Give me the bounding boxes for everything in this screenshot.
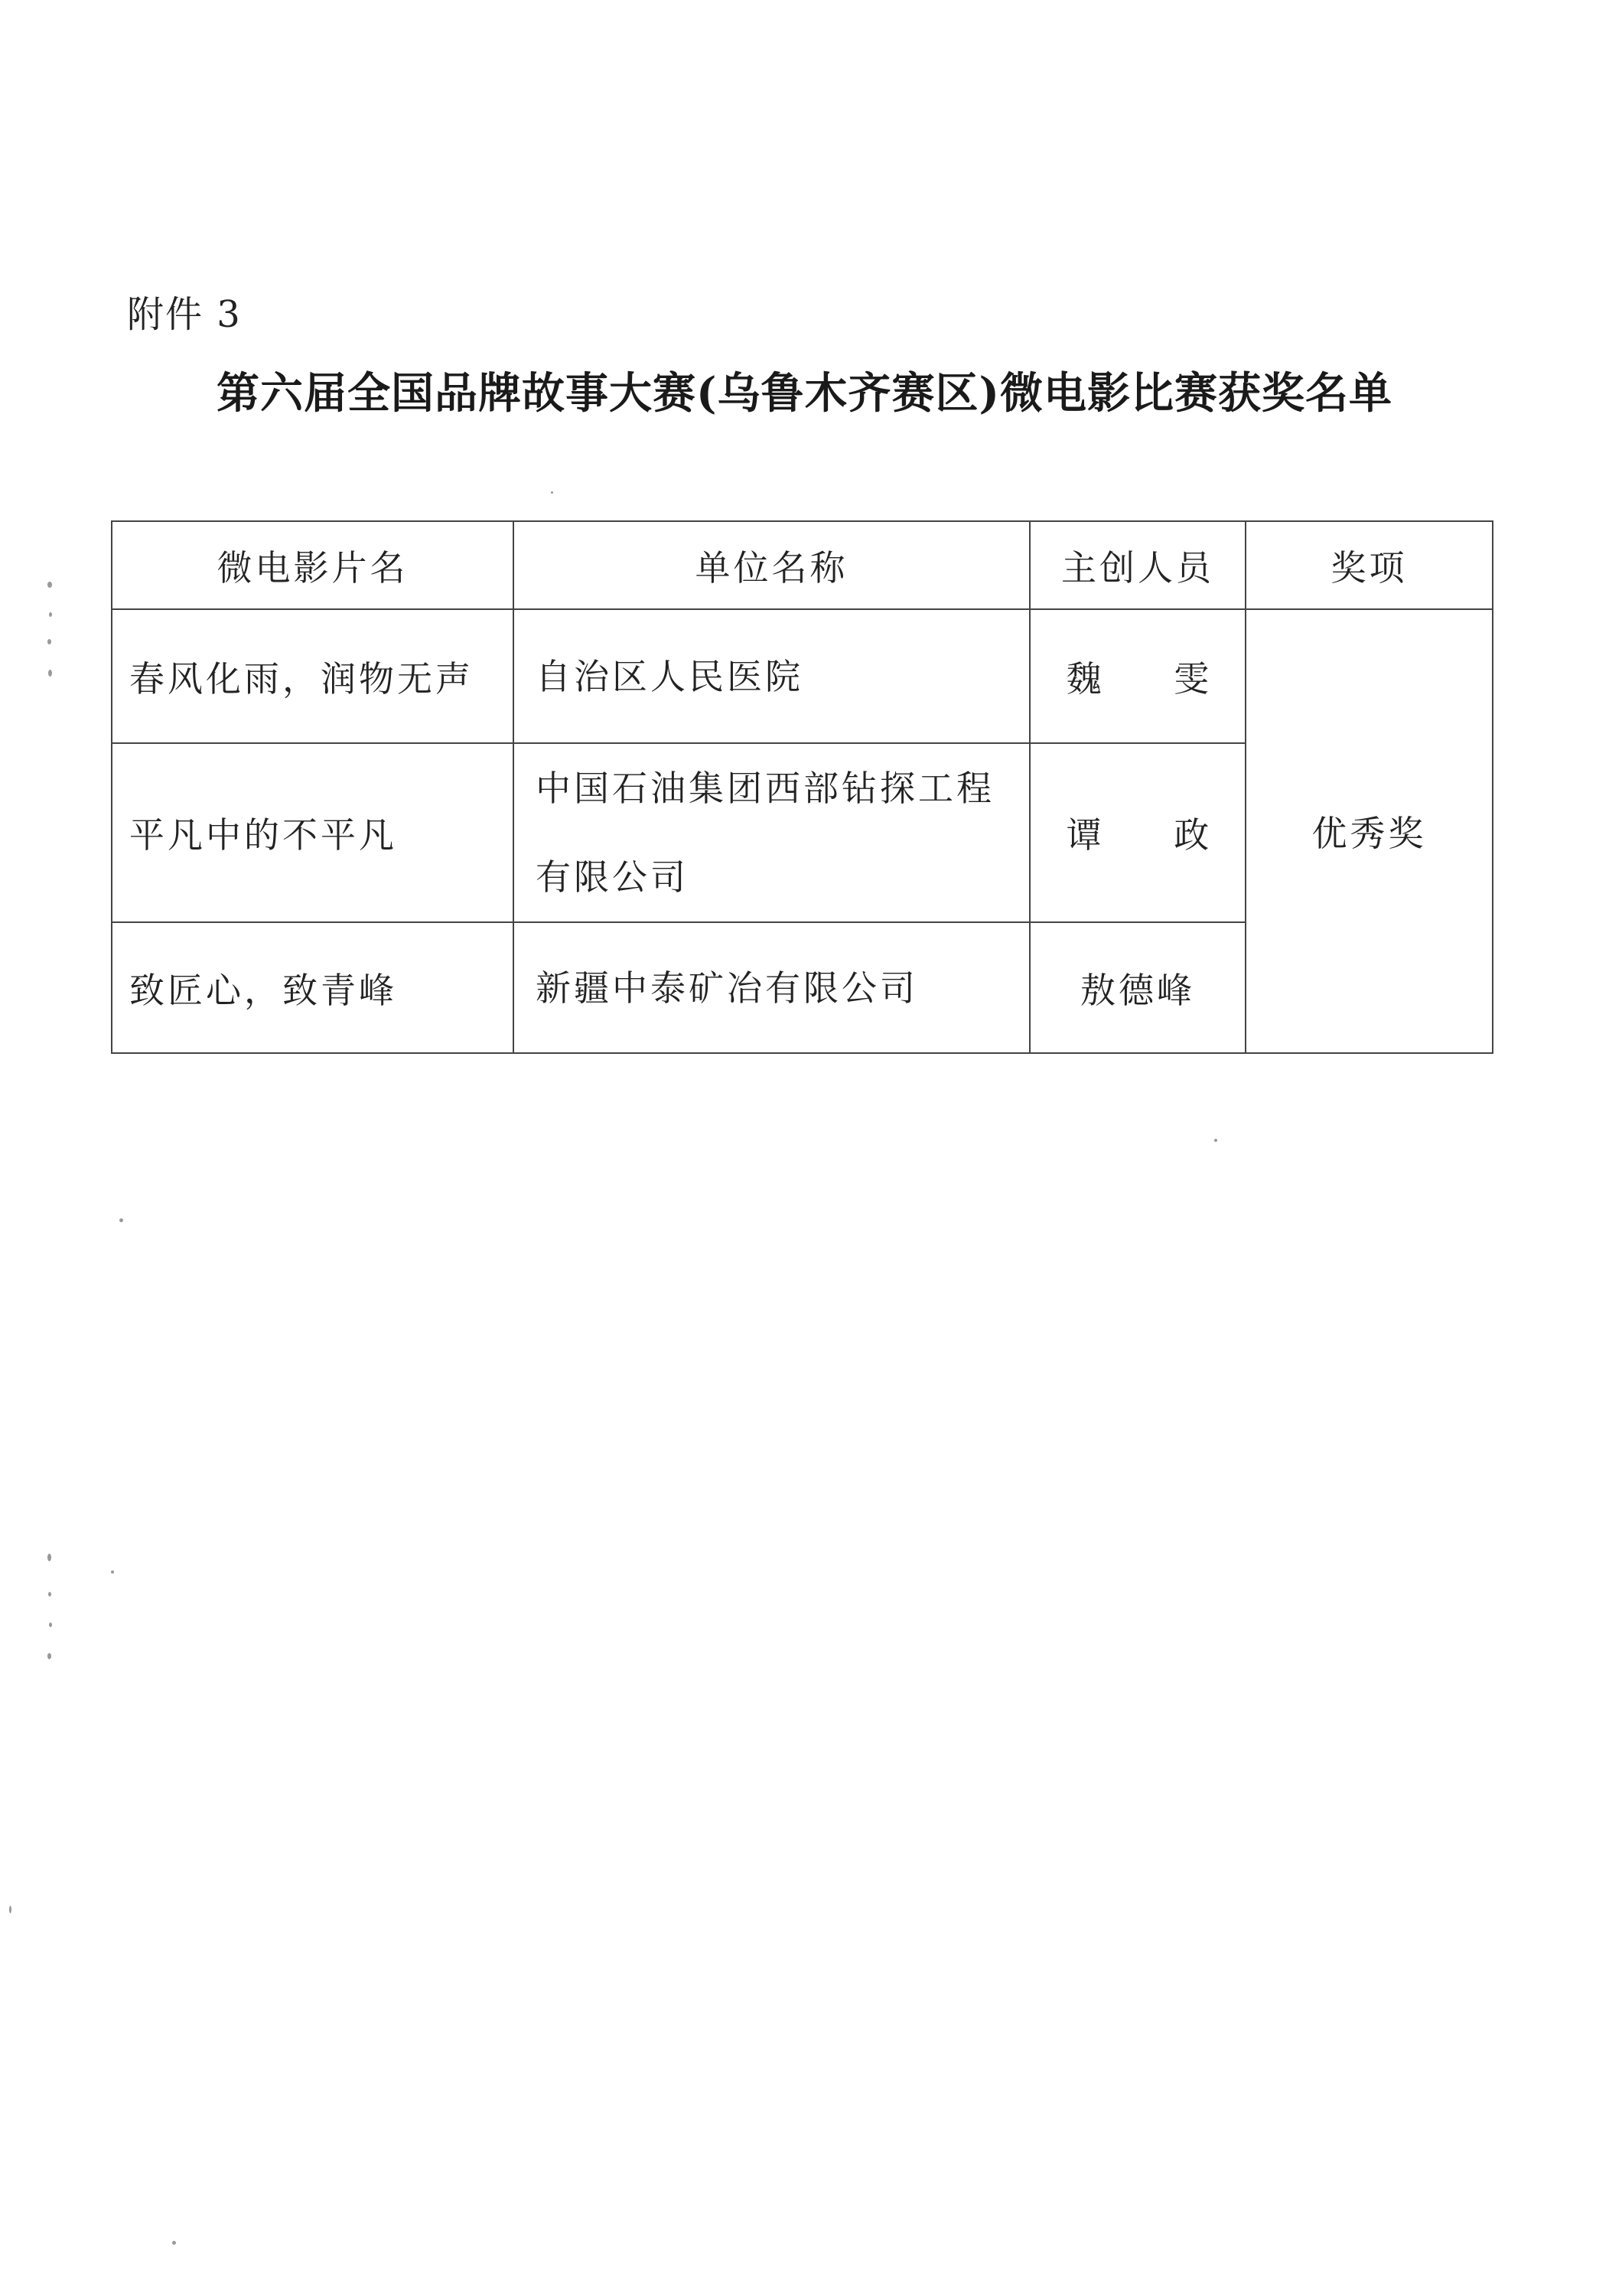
header-award: 奖项	[1246, 521, 1493, 609]
document-title: 第六届全国品牌故事大赛(乌鲁木齐赛区)微电影比赛获奖名单	[217, 368, 1392, 419]
unit-name-cell: 新疆中泰矿冶有限公司	[513, 922, 1030, 1053]
scan-speck	[49, 612, 52, 617]
scan-speck	[9, 1906, 11, 1913]
header-creator: 主创人员	[1030, 521, 1246, 609]
film-title-cell: 致匠心，致青峰	[112, 922, 513, 1053]
award-cell: 优秀奖	[1246, 609, 1493, 1053]
creator-cell: 敖德峰	[1030, 922, 1246, 1053]
scan-speck	[111, 1570, 114, 1574]
attachment-label: 附件 3	[127, 293, 242, 336]
scan-speck	[47, 639, 51, 644]
scan-speck	[47, 1554, 51, 1561]
scan-speck	[47, 1653, 51, 1659]
table-header-row	[112, 521, 1493, 609]
creator-name: 谭 政	[1066, 814, 1240, 856]
unit-name-cell: 中国石油集团西部钻探工程有限公司	[513, 743, 1030, 922]
scan-speck	[48, 1592, 51, 1596]
film-title-cell: 春风化雨，润物无声	[112, 609, 513, 743]
scan-speck	[551, 491, 553, 494]
scan-speck	[48, 670, 52, 677]
creator-name: 魏 雯	[1066, 657, 1240, 700]
scan-speck	[1214, 1139, 1217, 1142]
film-title-cell: 平凡中的不平凡	[112, 743, 513, 922]
creator-cell	[1030, 609, 1246, 743]
header-unit-name: 单位名称	[513, 521, 1030, 609]
unit-name-cell: 自治区人民医院	[513, 609, 1030, 743]
scan-speck	[119, 1218, 123, 1222]
creator-cell	[1030, 743, 1246, 922]
table-row	[112, 609, 1493, 743]
header-film-title: 微电影片名	[112, 521, 513, 609]
scan-speck	[47, 582, 52, 588]
scan-speck	[49, 1623, 52, 1627]
awards-table	[111, 520, 1493, 1054]
scan-speck	[172, 2241, 176, 2245]
